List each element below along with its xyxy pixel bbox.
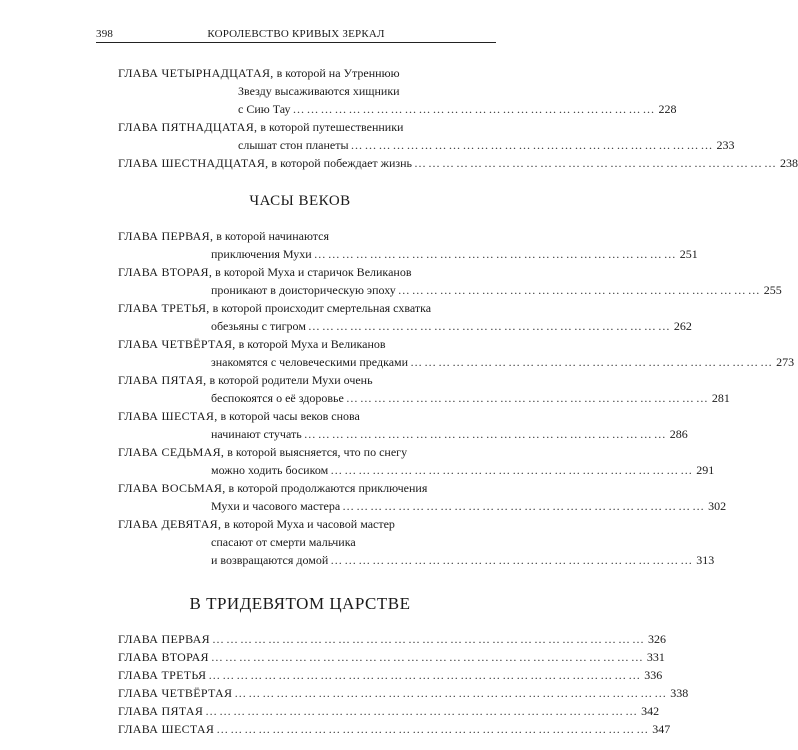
page-ref: 255: [763, 283, 782, 297]
page-ref: 313: [696, 553, 715, 567]
chapter-desc: в которой часы веков снова: [220, 409, 360, 423]
chapter-name: ГЛАВА ЧЕТВЁРТАЯ: [118, 686, 233, 700]
running-header: [96, 28, 496, 43]
chapter-desc: приключения Мухи: [211, 247, 312, 261]
chapter-desc: в которой происходит смертельная схватка: [212, 301, 432, 315]
chapter-name: ГЛАВА ПЕРВАЯ: [118, 632, 210, 646]
chapter-desc: с Сию Тау: [238, 102, 291, 116]
chapter-name: ГЛАВА ШЕСТАЯ: [118, 722, 215, 736]
chapter-name: ГЛАВА СЕДЬМАЯ,: [118, 445, 225, 459]
chapter-name: ГЛАВА ВОСЬМАЯ,: [118, 481, 226, 495]
chapter-name: ГЛАВА ПЯТАЯ,: [118, 373, 207, 387]
page-ref: 331: [646, 650, 665, 664]
chapter-desc: в которой начинаются: [216, 229, 330, 243]
leader-dots: ……………………………………………………………………: [350, 138, 715, 152]
chapter-name: ГЛАВА ПЯТНАДЦАТАЯ,: [118, 120, 258, 134]
page-ref: 273: [776, 355, 795, 369]
leader-dots: ……………………………………………………………………: [345, 391, 710, 405]
chapter-desc: проникают в доисторическую эпоху: [211, 283, 396, 297]
chapter-name: ГЛАВА ДЕВЯТАЯ,: [118, 517, 222, 531]
chapter-desc: обезьяны с тигром: [211, 319, 306, 333]
chapter-desc: в которой на Утреннюю: [276, 66, 400, 80]
leader-dots: ……………………………………………………………………: [313, 247, 678, 261]
page-ref: 251: [679, 247, 698, 261]
chapter-desc: в которой продолжаются приключения: [228, 481, 428, 495]
leader-dots: ……………………………………………………………………: [307, 319, 672, 333]
page-number: 398: [96, 28, 114, 40]
section-title: ЧАСЫ ВЕКОВ: [249, 193, 351, 209]
leader-dots: ……………………………………………………………………: [410, 355, 775, 369]
page-ref: 281: [711, 391, 730, 405]
page-ref: 338: [670, 686, 689, 700]
chapter-name: ГЛАВА ШЕСТНАДЦАТАЯ,: [118, 156, 269, 170]
leader-dots: …………………………………………………………………………………: [234, 686, 669, 700]
page-ref: 342: [641, 704, 660, 718]
chapter-desc: и возвращаются домой: [211, 553, 329, 567]
leader-dots: …………………………………………………………………………………: [216, 722, 651, 736]
chapter-name: ГЛАВА ВТОРАЯ,: [118, 265, 213, 279]
chapter-name: ГЛАВА ЧЕТВЁРТАЯ,: [118, 337, 236, 351]
chapter-name: ГЛАВА ПЕРВАЯ,: [118, 229, 214, 243]
chapter-desc: знакомятся с человеческими предками: [211, 355, 409, 369]
page-ref: 302: [708, 499, 727, 513]
leader-dots: ……………………………………………………………………: [292, 102, 657, 116]
leader-dots: ……………………………………………………………………: [330, 463, 695, 477]
leader-dots: …………………………………………………………………………………: [211, 632, 646, 646]
chapter-desc: в которой выясняется, что по снегу: [227, 445, 408, 459]
page-ref: 228: [658, 102, 677, 116]
chapter-desc: в которой родители Мухи очень: [209, 373, 373, 387]
running-title: КОРОЛЕВСТВО КРИВЫХ ЗЕРКАЛ: [207, 28, 385, 40]
chapter-desc: в которой путешественники: [260, 120, 404, 134]
leader-dots: ……………………………………………………………………: [414, 156, 778, 170]
leader-dots: …………………………………………………………………………………: [210, 650, 645, 664]
chapter-desc: беспокоятся о её здоровье: [211, 391, 344, 405]
chapter-desc: в которой Муха и старичок Великанов: [215, 265, 412, 279]
chapter-name: ГЛАВА ВТОРАЯ: [118, 650, 209, 664]
leader-dots: …………………………………………………………………………………: [205, 704, 640, 718]
page-ref: 291: [696, 463, 715, 477]
section-title: В ТРИДЕВЯТОМ ЦАРСТВЕ: [189, 594, 411, 613]
page-ref: 262: [673, 319, 692, 333]
chapter-name: ГЛАВА ШЕСТАЯ,: [118, 409, 218, 423]
chapter-desc: Мухи и часового мастера: [211, 499, 341, 513]
chapter-name: ГЛАВА ЧЕТЫРНАДЦАТАЯ,: [118, 66, 274, 80]
chapter-name: ГЛАВА ПЯТАЯ: [118, 704, 204, 718]
chapter-desc: в которой побеждает жизнь: [271, 156, 412, 170]
chapter-desc: можно ходить босиком: [211, 463, 329, 477]
leader-dots: ……………………………………………………………………: [303, 427, 668, 441]
leader-dots: ……………………………………………………………………: [330, 553, 695, 567]
chapter-desc: Звезду высаживаются хищники: [238, 84, 400, 98]
leader-dots: …………………………………………………………………………………: [208, 668, 643, 682]
chapter-name: ГЛАВА ТРЕТЬЯ,: [118, 301, 210, 315]
page-ref: 233: [716, 138, 735, 152]
page-ref: 286: [669, 427, 688, 441]
chapter-desc: начинают стучать: [211, 427, 302, 441]
chapter-name: ГЛАВА ТРЕТЬЯ: [118, 668, 207, 682]
chapter-desc: слышат стон планеты: [238, 138, 349, 152]
chapter-desc: в которой Муха и часовой мастер: [224, 517, 395, 531]
page-ref: 326: [647, 632, 666, 646]
leader-dots: ……………………………………………………………………: [342, 499, 707, 513]
page-ref: 238: [780, 156, 798, 170]
page-ref: 347: [652, 722, 671, 736]
chapter-desc: в которой Муха и Великанов: [238, 337, 386, 351]
leader-dots: ……………………………………………………………………: [397, 283, 762, 297]
page-ref: 336: [644, 668, 663, 682]
chapter-desc: спасают от смерти мальчика: [211, 535, 356, 549]
